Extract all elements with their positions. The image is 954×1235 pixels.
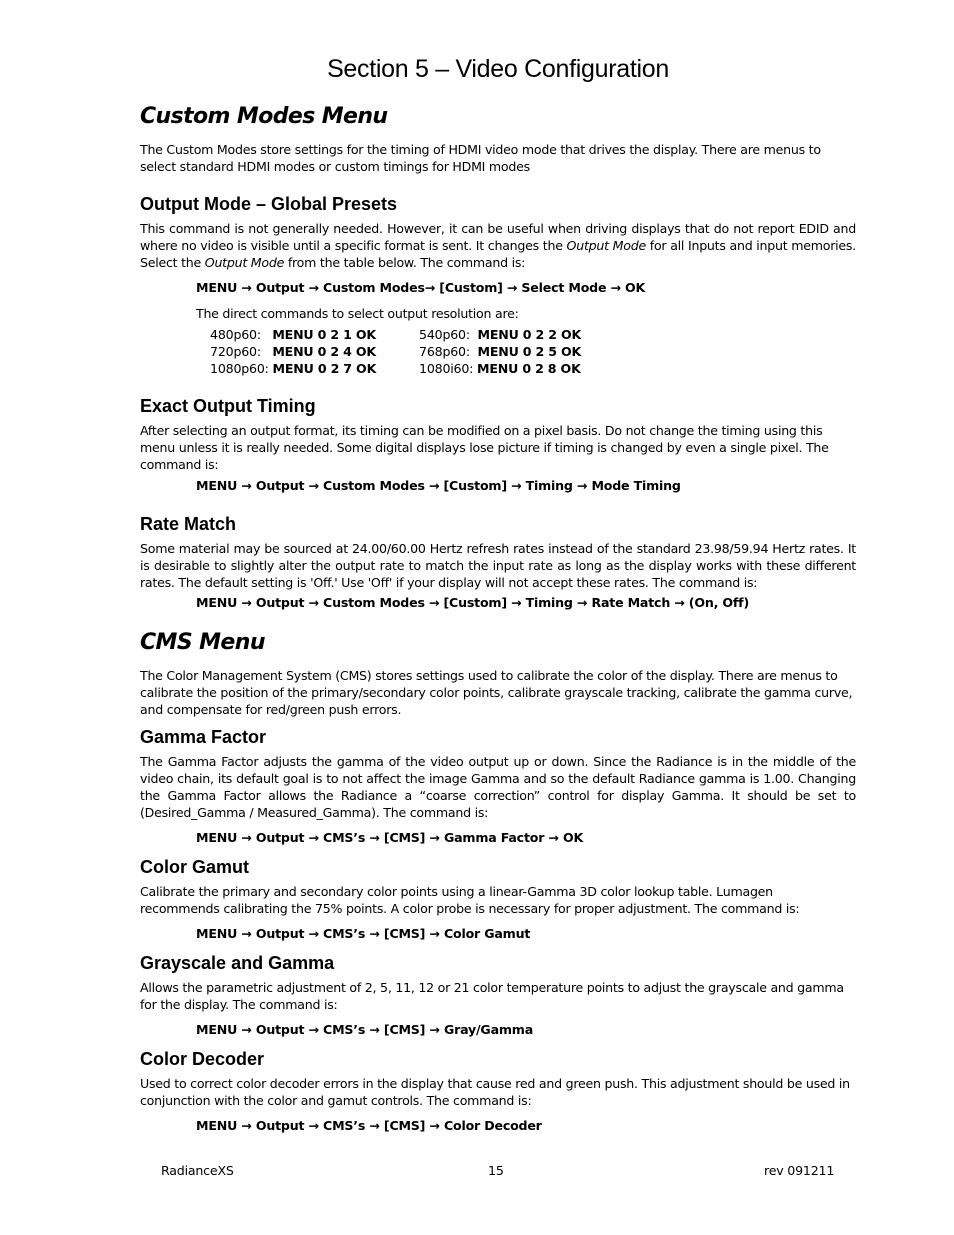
color-decoder-paragraph: Used to correct color decoder errors in the display that cause red and green push. This adjustment should be used in conjunction with the color and gamut controls. The command is: xyxy=(140,1076,850,1108)
gamma-factor-command: MENU → Output → CMS’s → [CMS] → Gamma Factor → OK xyxy=(196,830,584,845)
rate-match-command: MENU → Output → Custom Modes → [Custom] → Timing → Rate Match → (On, Off) xyxy=(196,595,750,610)
cms-heading: CMS Menu xyxy=(140,630,265,655)
cms-intro: The Color Management System (CMS) stores settings used to calibrate the color of the display. There are menus to calibrate the position of the primary/secondary color points, calibrate grayscale tracking, calibrate the gamma curve, and compensate for red/green push errors. xyxy=(140,668,853,717)
resolution-768p60: 768p60: MENU 0 2 5 OK xyxy=(419,344,582,359)
gamma-factor-heading: Gamma Factor xyxy=(140,727,267,747)
output-mode-heading: Output Mode – Global Presets xyxy=(140,194,398,214)
output-mode-paragraph: This command is not generally needed. However, it can be useful when driving displays that do not report EDID and where no video is visible until a specific format is sent. It changes the Output Mode for all Inputs and input memories. Select the Output Mode from the table below. The command is: xyxy=(140,221,856,270)
gamma-factor-paragraph: The Gamma Factor adjusts the gamma of the video output up or down. Since the Radiance is in the middle of the video chain, its default goal is to not affect the image Gamma and so the default Radiance gamma is 1.00. Changing the Gamma Factor allows the Radiance a “coarse correction” control for display Gamma. It should be set to (Desired_Gamma / Measured_Gamma). The command is: xyxy=(140,754,856,820)
grayscale-paragraph: Allows the parametric adjustment of 2, 5, 11, 12 or 21 color temperature points to adjust the grayscale and gamma for the display. The command is: xyxy=(140,980,844,1012)
direct-commands-intro: The direct commands to select output resolution are: xyxy=(196,306,519,321)
resolution-720p60: 720p60: MENU 0 2 4 OK xyxy=(210,344,376,359)
color-decoder-heading: Color Decoder xyxy=(140,1049,265,1069)
resolution-1080i60: 1080i60: MENU 0 2 8 OK xyxy=(419,361,581,376)
custom-modes-intro: The Custom Modes store settings for the timing of HDMI video mode that drives the display. There are menus to select standard HDMI modes or custom timings for HDMI modes xyxy=(140,142,821,174)
resolution-480p60: 480p60: MENU 0 2 1 OK xyxy=(210,327,376,342)
color-gamut-command: MENU → Output → CMS’s → [CMS] → Color Gamut xyxy=(196,926,531,941)
exact-timing-command: MENU → Output → Custom Modes → [Custom] → Timing → Mode Timing xyxy=(196,478,681,493)
exact-timing-heading: Exact Output Timing xyxy=(140,396,316,416)
rate-match-paragraph: Some material may be sourced at 24.00/60.00 Hertz refresh rates instead of the standard 23.98/59.94 Hertz rates. It is desirable to slightly alter the output rate to match the input rate as long as the display works with these different rates. The default setting is 'Off.' Use 'Off' if your display will not accept these rates. The command is: xyxy=(140,541,856,590)
exact-timing-paragraph: After selecting an output format, its timing can be modified on a pixel basis. Do not change the timing using this menu unless it is really needed. Some digital displays lose picture if timing is changed by even a single pixel. The command is: xyxy=(140,423,829,472)
resolution-1080p60: 1080p60: MENU 0 2 7 OK xyxy=(210,361,377,376)
footer-page-number: 15 xyxy=(488,1163,504,1178)
color-gamut-heading: Color Gamut xyxy=(140,857,250,877)
color-gamut-paragraph: Calibrate the primary and secondary color points using a linear-Gamma 3D color lookup table. Lumagen recommends calibrating the 75% points. A color probe is necessary for proper adjustment. The command is: xyxy=(140,884,800,916)
output-mode-command: MENU → Output → Custom Modes→ [Custom] → Select Mode → OK xyxy=(196,280,646,295)
rate-match-heading: Rate Match xyxy=(140,514,237,534)
color-decoder-command: MENU → Output → CMS’s → [CMS] → Color Decoder xyxy=(196,1118,542,1133)
section-title: Section 5 – Video Configuration xyxy=(327,55,669,83)
grayscale-command: MENU → Output → CMS’s → [CMS] → Gray/Gamma xyxy=(196,1022,534,1037)
grayscale-heading: Grayscale and Gamma xyxy=(140,953,335,973)
footer-revision: rev 091211 xyxy=(764,1163,835,1178)
custom-modes-heading: Custom Modes Menu xyxy=(140,104,388,129)
footer-product: RadianceXS xyxy=(161,1163,234,1178)
resolution-540p60: 540p60: MENU 0 2 2 OK xyxy=(419,327,582,342)
